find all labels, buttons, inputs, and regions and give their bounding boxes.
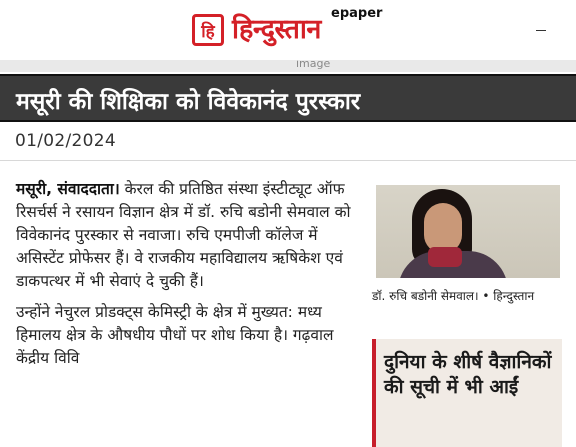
photo-caption: डॉ. रुचि बडोनी सेमवाल। • हिन्दुस्तान — [372, 289, 535, 303]
logo-text: हिन्दुस्तान — [232, 14, 321, 45]
logo-mark-icon — [192, 14, 224, 46]
epaper-label: epaper — [331, 6, 383, 21]
photo-face — [424, 203, 462, 253]
author-photo[interactable] — [376, 185, 560, 278]
paragraph-2: उन्होंने नेचुरल प्रोडक्ट्स केमिस्ट्री के क्षेत्र में मुख्यत: मध्य हिमालय क्षेत्र के औषधीय पौधों पर शोध किया है। गढ़वाल केंद्रीय विवि — [16, 303, 334, 367]
byline: मसूरी, संवाददाता। — [16, 180, 120, 198]
image-caption-text: image — [296, 60, 331, 70]
related-story-box[interactable] — [372, 339, 562, 447]
paragraph-1-text: केरल की प्रतिष्ठित संस्था इंस्टीट्यूट ऑफ रिसर्चर्स ने रसायन विज्ञान क्षेत्र में डॉ. रुचि बडोनी सेमवाल को विवेकानंद पुरस्कार से नवाजा। रुचि एमपीजी कॉलेज में असिस्टेंट प्रोफेसर हैं। वे राजकीय महाविद्यालय ऋषिकेश एवं डाकपत्थर में भी सेवाएं दे चुकी हैं। — [16, 180, 351, 290]
paragraph-1 — [16, 178, 366, 293]
article-title: मसूरी की शिक्षिका को विवेकानंद पुरस्कार — [16, 89, 361, 115]
article-date: 01/02/2024 — [15, 131, 116, 151]
headline-bar — [0, 74, 576, 122]
article-body — [16, 178, 366, 378]
divider — [0, 160, 576, 161]
hindustan-logo[interactable] — [192, 14, 321, 46]
logo-mark-text: हि — [201, 21, 215, 42]
related-story-headline: दुनिया के शीर्ष वैज्ञानिकों की सूची में भी आईं — [384, 351, 552, 398]
photo-scarf — [428, 247, 462, 267]
site-header — [0, 0, 576, 62]
image-caption-strip — [0, 60, 576, 72]
menu-dash-icon[interactable] — [536, 30, 546, 31]
